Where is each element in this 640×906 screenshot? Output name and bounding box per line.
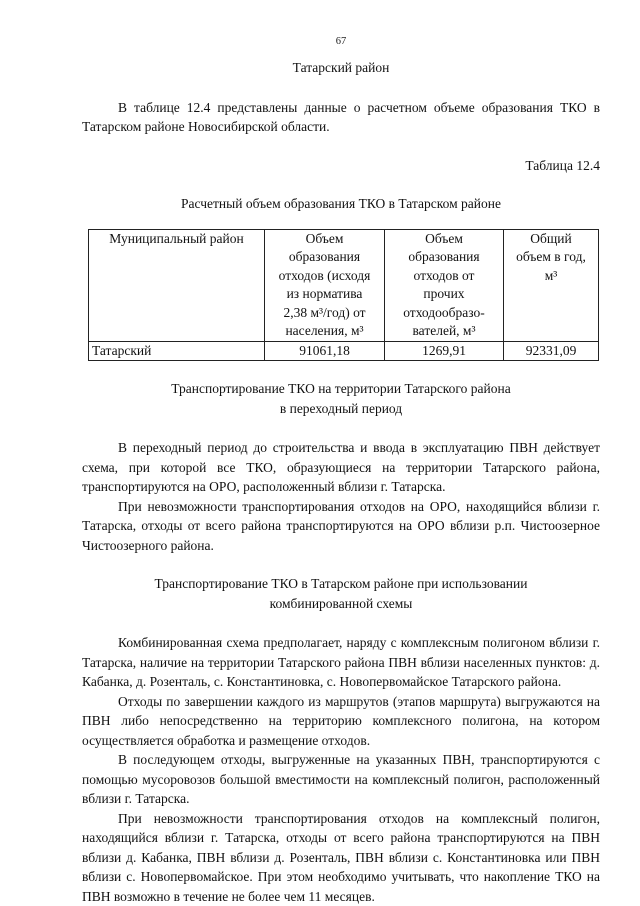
table-label: Таблица 12.4 bbox=[82, 156, 600, 176]
section3-title: Транспортирование ТКО в Татарском районе при использовании комбинированной схемы bbox=[82, 574, 600, 613]
page-number: 67 bbox=[82, 36, 600, 48]
header-total-volume: Общий объем в год, м³ bbox=[504, 229, 599, 341]
table-caption: Расчетный объем образования ТКО в Татарском районе bbox=[82, 194, 600, 214]
section3-paragraph-4: При невозможности транспортирования отходов на комплексный полигон, находящийся вблизи г. Татарска, отходы от всего района транспортируются на ПВН вблизи д. Кабанка, ПВН вблизи д. Розенталь, ПВН вблизи с. Константиновка или ПВН вблизи с. Новопервомайское. При этом необходимо учитывать, что накопление ТКО на ПВН возможно в течение не более чем 11 месяцев. bbox=[82, 809, 600, 906]
section2-paragraph-1: В переходный период до строительства и ввода в эксплуатацию ПВН действует схема, при которой все ТКО, образующиеся на территории Татарского района, транспортируются на ОРО, расположенный вблизи г. Татарска. bbox=[82, 438, 600, 497]
waste-volume-table bbox=[88, 229, 599, 362]
section-title: Татарский район bbox=[82, 58, 600, 78]
cell-population-volume: 91061,18 bbox=[265, 341, 385, 361]
header-population-volume: Объем образования отходов (исходя из норматива 2,38 м³/год) от населения, м³ bbox=[265, 229, 385, 341]
header-municipal-district: Муниципальный район bbox=[89, 229, 265, 341]
section3-paragraph-2: Отходы по завершении каждого из маршрутов (этапов маршрута) выгружаются на ПВН либо непосредственно на территорию комплексного полигона, на котором осуществляется обработка и размещение отходов. bbox=[82, 692, 600, 751]
cell-total-volume: 92331,09 bbox=[504, 341, 599, 361]
section2-title: Транспортирование ТКО на территории Татарского района в переходный период bbox=[82, 379, 600, 418]
table-row bbox=[89, 341, 599, 361]
header-other-sources-volume: Объем образования отходов от прочих отходообразо- вателей, м³ bbox=[385, 229, 504, 341]
document-page bbox=[82, 36, 600, 906]
cell-other-volume: 1269,91 bbox=[385, 341, 504, 361]
intro-paragraph: В таблице 12.4 представлены данные о расчетном объеме образования ТКО в Татарском районе Новосибирской области. bbox=[82, 98, 600, 137]
section3-paragraph-1: Комбинированная схема предполагает, наряду с комплексным полигоном вблизи г. Татарска, наличие на территории Татарского района ПВН вблизи населенных пунктов: д. Кабанка, д. Розенталь, с. Константиновка, с. Новопервомайское Татарского района. bbox=[82, 633, 600, 692]
section3-paragraph-3: В последующем отходы, выгруженные на указанных ПВН, транспортируются с помощью мусоровозов большой вместимости на комплексный полигон, расположенный вблизи г. Татарска. bbox=[82, 750, 600, 809]
cell-district: Татарский bbox=[89, 341, 265, 361]
section2-paragraph-2: При невозможности транспортирования отходов на ОРО, находящийся вблизи г. Татарска, отходы от всего района транспортируются на ОРО вблизи р.п. Чистоозерное Чистоозерного района. bbox=[82, 497, 600, 556]
table-header-row bbox=[89, 229, 599, 341]
